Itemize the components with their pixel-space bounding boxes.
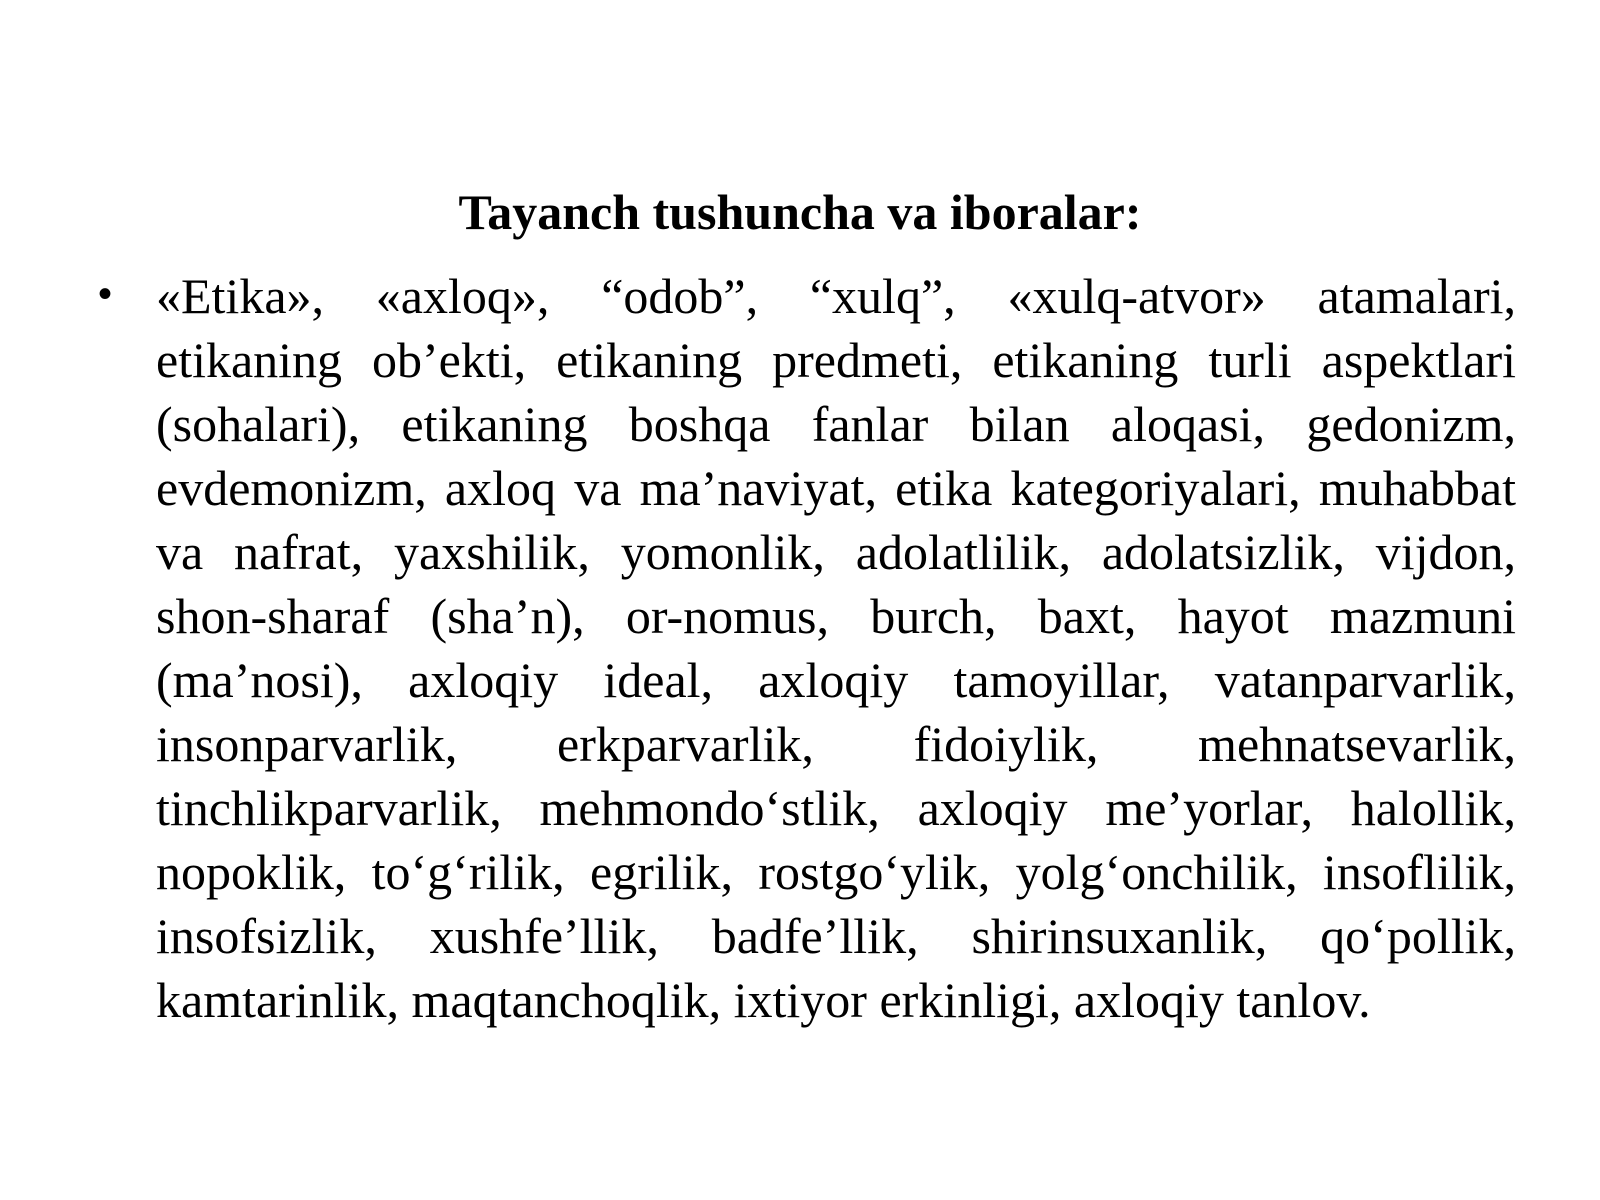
slide-title: Tayanch tushuncha va iboralar: xyxy=(458,184,1142,240)
bullet-list xyxy=(98,264,1516,1032)
bullet-item xyxy=(98,264,1516,1032)
bullet-text: «Etika», «axloq», “odob”, “xulq”, «xulq-atvor» atamalari, etikaning ob’ekti, etikaning predmeti, etikaning turli aspektlari (sohalari), etikaning boshqa fanlar bilan aloqasi, gedonizm, evdemonizm, axloq va ma’naviyat, etika kategoriyalari, muhabbat va nafrat, yaxshilik, yomonlik, adolatlilik, adolatsizlik, vijdon, shon-sharaf (sha’n), or-nomus, burch, baxt, hayot mazmuni (ma’nosi), axloqiy ideal, axloqiy tamoyillar, vatanparvarlik, insonparvarlik, erkparvarlik, fidoiylik, mehnatsevarlik, tinchlikparvarlik, mehmondo‘stlik, axloqiy me’yorlar, halollik, nopoklik, to‘g‘rilik, egrilik, rostgo‘ylik, yolg‘onchilik, insoflilik, insofsizlik, xushfe’llik, badfe’llik, shirinsuxanlik, qo‘pollik, kamtarinlik, maqtanchoqlik, ixtiyor erkinligi, axloqiy tanlov. xyxy=(156,268,1516,1028)
bullet-icon: • xyxy=(98,272,113,316)
